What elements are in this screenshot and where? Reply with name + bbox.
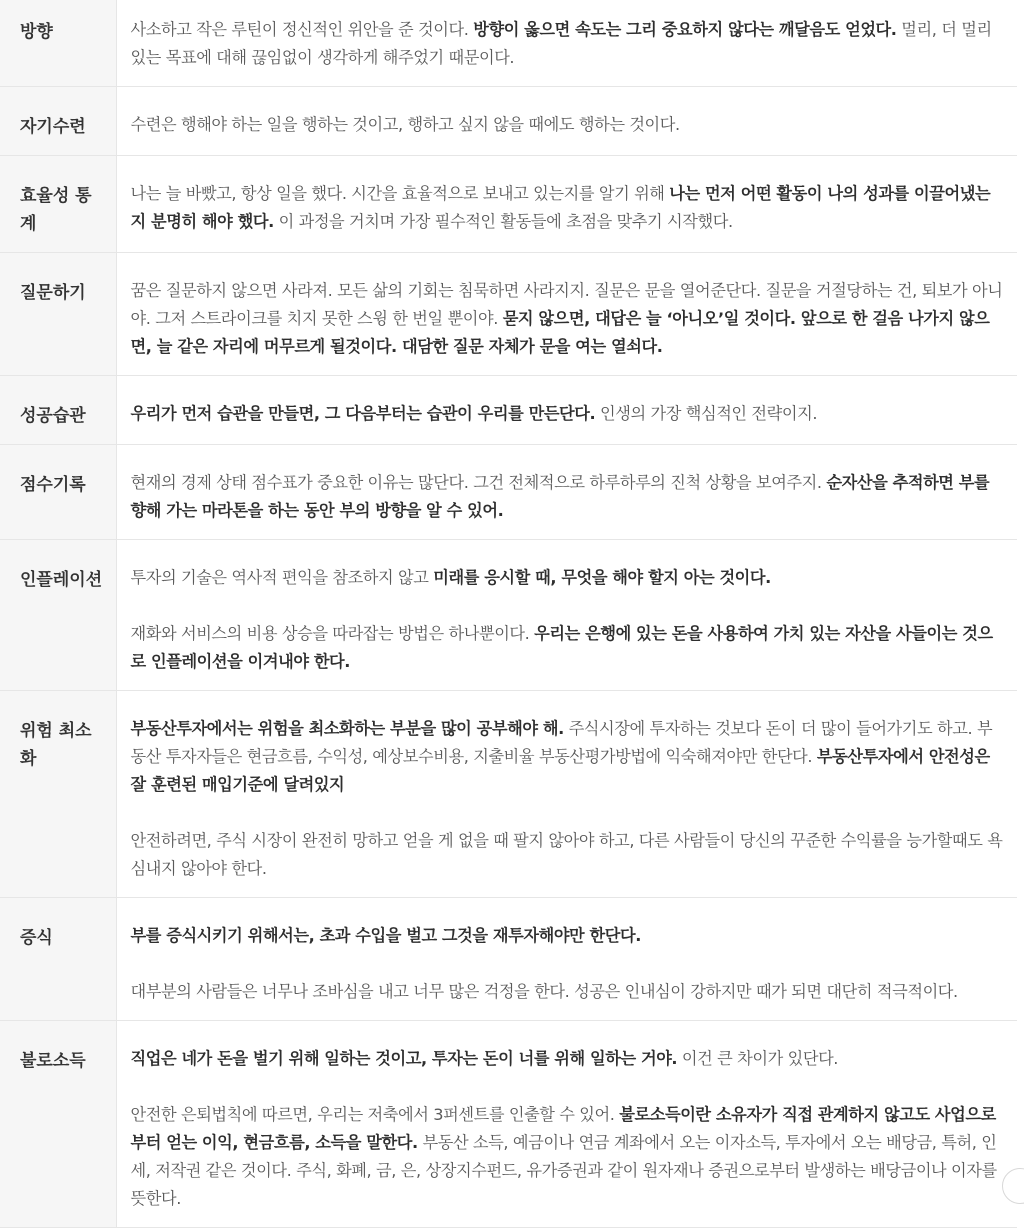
table-row	[0, 691, 1017, 898]
row-key: 효율성 통계	[0, 156, 116, 253]
value-paragraph	[131, 1101, 1004, 1213]
row-key: 불로소득	[0, 1021, 116, 1228]
value-paragraph	[131, 180, 1004, 236]
bold-text: 불로소득이란 소유자가 직접 관계하지 않고도 사업으로부터 얻는 이익, 현금흐름, 소득을 말한다.	[131, 1105, 996, 1152]
table-row	[0, 87, 1017, 156]
row-key: 증식	[0, 898, 116, 1021]
text-span: 이건 큰 차이가 있단다.	[677, 1049, 838, 1068]
text-span: 안전한 은퇴법칙에 따르면, 우리는 저축에서 3퍼센트를 인출할 수 있어.	[131, 1105, 620, 1124]
row-value	[116, 376, 1017, 445]
row-key: 점수기록	[0, 445, 116, 540]
bold-text: 순자산을 추적하면 부를 향해 가는 마라톤을 하는 동안 부의 방향을 알 수 있어.	[131, 473, 990, 520]
row-key: 인플레이션	[0, 540, 116, 691]
value-paragraph	[131, 564, 1004, 592]
value-paragraph	[131, 1045, 1004, 1073]
row-value	[116, 156, 1017, 253]
text-span: 나는 늘 바빴고, 항상 일을 했다. 시간을 효율적으로 보내고 있는지를 알기 위해	[131, 184, 670, 203]
text-span: 꿈은 질문하지 않으면 사라져. 모든 삶의 기회는 침묵하면 사라지지. 질문은 문을 열어준단다. 질문을 거절당하는 건, 퇴보가 아니야. 그저 스트라이크를 치지 못한 스윙 한 번일 뿐이야.	[131, 281, 1003, 328]
table-row	[0, 376, 1017, 445]
row-value	[116, 898, 1017, 1021]
bold-text: 직업은 네가 돈을 벌기 위해 일하는 것이고, 투자는 돈이 너를 위해 일하는 거야.	[131, 1049, 678, 1068]
row-key: 위험 최소화	[0, 691, 116, 898]
row-key: 방향	[0, 0, 116, 87]
row-value	[116, 445, 1017, 540]
bold-text: 묻지 않으면, 대답은 늘 ‘아니오’일 것이다. 앞으로 한 걸음 나가지 않으면, 늘 같은 자리에 머무르게 될것이다. 대담한 질문 자체가 문을 여는 열쇠다.	[131, 309, 990, 356]
value-paragraph	[131, 400, 1004, 428]
table-row	[0, 540, 1017, 691]
bold-text: 부동산투자에서 안전성은 잘 훈련된 매입기준에 달려있지	[131, 747, 990, 794]
bold-text: 우리는 은행에 있는 돈을 사용하여 가치 있는 자산을 사들이는 것으로 인플레이션을 이겨내야 한다.	[131, 624, 993, 671]
text-span: 주식시장에 투자하는 것보다 돈이 더 많이 들어가기도 하고. 부동산 투자자들은 현금흐름, 수익성, 예상보수비용, 지출비율 부동산평가방법에 익숙해져야만 한단다.	[131, 719, 993, 766]
text-span: 현재의 경제 상태 점수표가 중요한 이유는 많단다. 그건 전체적으로 하루하루의 진척 상황을 보여주지.	[131, 473, 827, 492]
value-paragraph	[131, 277, 1004, 361]
text-span: 부동산 소득, 예금이나 연금 계좌에서 오는 이자소득, 투자에서 오는 배당금, 특허, 인세, 저작권 같은 것이다. 주식, 화폐, 금, 은, 상장지수펀드, 유가증권과 같이 원자재나 증권으로부터 발생하는 배당금이나 이자를 뜻한다.	[131, 1133, 997, 1208]
row-key: 자기수련	[0, 87, 116, 156]
bold-text: 나는 먼저 어떤 활동이 나의 성과를 이끌어냈는지 분명히 해야 했다.	[131, 184, 991, 231]
row-key: 성공습관	[0, 376, 116, 445]
text-span: 인생의 가장 핵심적인 전략이지.	[595, 404, 817, 423]
value-paragraph	[131, 620, 1004, 676]
value-paragraph	[131, 469, 1004, 525]
row-value	[116, 253, 1017, 376]
bold-text: 미래를 응시할 때, 무엇을 해야 할지 아는 것이다.	[433, 568, 771, 587]
value-paragraph	[131, 827, 1004, 883]
row-value	[116, 1021, 1017, 1228]
bold-text: 우리가 먼저 습관을 만들면, 그 다음부터는 습관이 우리를 만든단다.	[131, 404, 596, 423]
text-span: 재화와 서비스의 비용 상승을 따라잡는 방법은 하나뿐이다.	[131, 624, 535, 643]
text-span: 이 과정을 거치며 가장 필수적인 활동들에 초점을 맞추기 시작했다.	[274, 212, 733, 231]
value-paragraph	[131, 715, 1004, 799]
table-row	[0, 253, 1017, 376]
bold-text: 방향이 옳으면 속도는 그리 중요하지 않다는 깨달음도 얻었다.	[473, 20, 896, 39]
value-paragraph	[131, 978, 1004, 1006]
value-paragraph	[131, 111, 1004, 139]
table-row	[0, 898, 1017, 1021]
text-span: 안전하려면, 주식 시장이 완전히 망하고 얻을 게 없을 때 팔지 않아야 하고, 다른 사람들이 당신의 꾸준한 수익률을 능가할때도 욕심내지 않아야 한다.	[131, 831, 1003, 878]
text-span: 투자의 기술은 역사적 편익을 참조하지 않고	[131, 568, 434, 587]
text-span: 멀리, 더 멀리 있는 목표에 대해 끊임없이 생각하게 해주었기 때문이다.	[131, 20, 992, 67]
row-key: 질문하기	[0, 253, 116, 376]
text-span: 사소하고 작은 루틴이 정신적인 위안을 준 것이다.	[131, 20, 474, 39]
row-value	[116, 691, 1017, 898]
bold-text: 부를 증식시키기 위해서는, 초과 수입을 벌고 그것을 재투자해야만 한단다.	[131, 926, 642, 945]
text-span: 대부분의 사람들은 너무나 조바심을 내고 너무 많은 걱정을 한다. 성공은 인내심이 강하지만 때가 되면 대단히 적극적이다.	[131, 982, 958, 1001]
row-value	[116, 87, 1017, 156]
bold-text: 부동산투자에서는 위험을 최소화하는 부분을 많이 공부해야 해.	[131, 719, 564, 738]
text-span: 수련은 행해야 하는 일을 행하는 것이고, 행하고 싶지 않을 때에도 행하는 것이다.	[131, 115, 680, 134]
row-value	[116, 0, 1017, 87]
table-row	[0, 445, 1017, 540]
row-value	[116, 540, 1017, 691]
table-row	[0, 156, 1017, 253]
table-row	[0, 0, 1017, 87]
value-paragraph	[131, 922, 1004, 950]
value-paragraph	[131, 16, 1004, 72]
table-row	[0, 1021, 1017, 1228]
